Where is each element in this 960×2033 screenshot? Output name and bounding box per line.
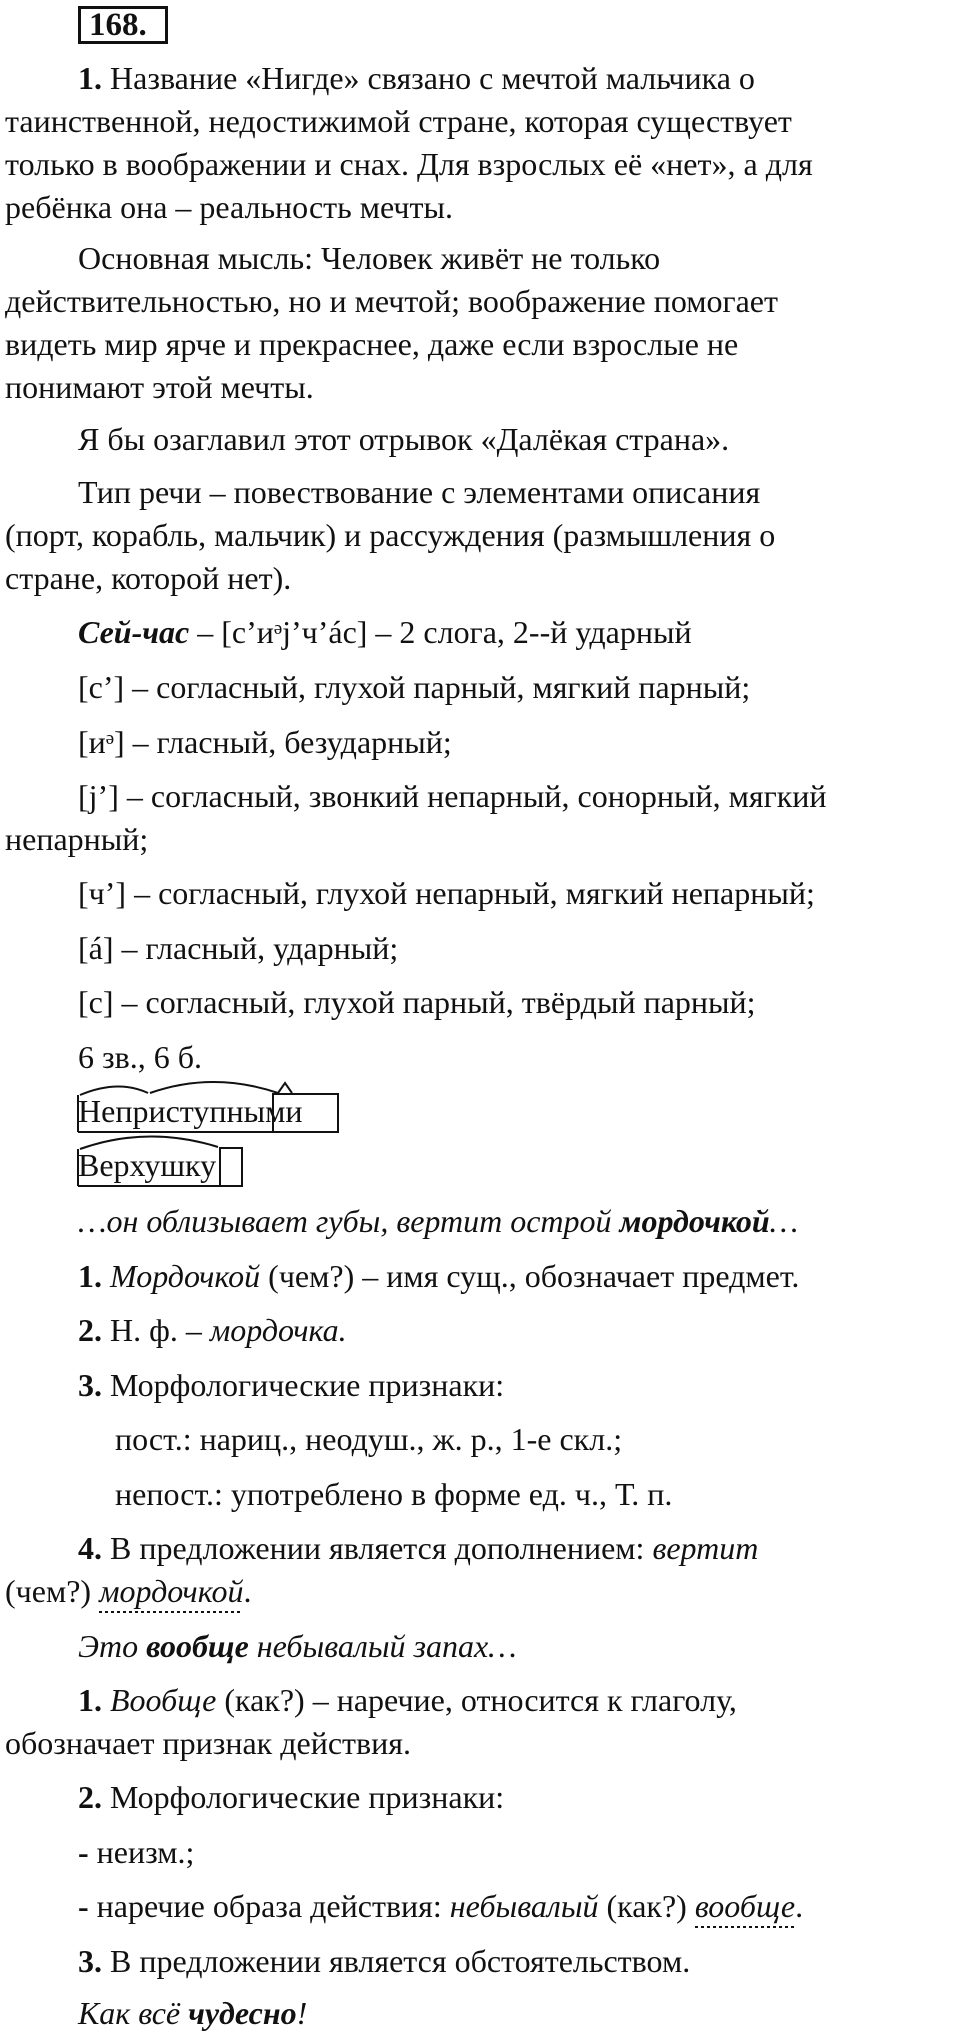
paragraph-1-line: ребёнка она – реальность мечты. <box>5 189 453 225</box>
adverb-analysis-1: 1. Вообще (как?) – наречие, относится к глаголу, <box>78 1682 737 1718</box>
title-suggestion: Я бы озаглавил этот отрывок «Далёкая страна». <box>78 421 730 457</box>
adverb-analysis-3: 3. В предложении является обстоятельством. <box>78 1943 691 1979</box>
phonetic-header: Сей-час – [с’иᵊj’ч’áс] – 2 слога, 2--й ударный <box>78 614 692 650</box>
noun-analysis-1: 1. Мордочкой (чем?) – имя сущ., обозначает предмет. <box>78 1258 800 1294</box>
paragraph-2-line: Основная мысль: Человек живёт не только <box>78 240 661 276</box>
noun-analysis-3: 3. Морфологические признаки: <box>78 1367 505 1403</box>
speech-type-line: стране, которой нет). <box>5 560 292 596</box>
phonetic-sound: [с’] – согласный, глухой парный, мягкий парный; <box>78 669 751 705</box>
phonetic-total: 6 зв., 6 б. <box>78 1039 203 1075</box>
noun-variable-features: непост.: употреблено в форме ед. ч., Т. п. <box>115 1476 673 1512</box>
paragraph-2-line: видеть мир ярче и прекраснее, даже если взрослые не <box>5 326 739 362</box>
noun-analysis-4-cont: (чем?) мордочкой. <box>5 1571 251 1611</box>
paragraph-2-line: действительностью, но и мечтой; воображение помогает <box>5 283 778 319</box>
phonetic-sound: [j’] – согласный, звонкий непарный, сонорный, мягкий <box>78 778 827 814</box>
adverb-analysis-1-cont: обозначает признак действия. <box>5 1725 411 1761</box>
adverb-feature: - неизм.; <box>78 1834 195 1870</box>
phonetic-sound: [á] – гласный, ударный; <box>78 930 399 966</box>
phonetic-sound: [иᵊ] – гласный, безударный; <box>78 724 452 760</box>
quote-2: Это вообще небывалый запах… <box>78 1628 517 1664</box>
quote-3: Как всё чудесно! <box>78 1995 308 2031</box>
morpheme-word-2: Верхушку <box>78 1145 216 1185</box>
noun-analysis-4: 4. В предложении является дополнением: вертит <box>78 1530 759 1566</box>
noun-constant-features: пост.: нариц., неодуш., ж. р., 1-е скл.; <box>115 1421 623 1457</box>
paragraph-1-line: 1. Название «Нигде» связано с мечтой мальчика о <box>78 60 755 96</box>
paragraph-2-line: понимают этой мечты. <box>5 369 314 405</box>
quote-1: …он облизывает губы, вертит острой мордочкой… <box>78 1203 799 1239</box>
phonetic-sound: [с] – согласный, глухой парный, твёрдый парный; <box>78 984 756 1020</box>
paragraph-1-line: таинственной, недостижимой стране, которая существует <box>5 103 792 139</box>
phonetic-sound: непарный; <box>5 821 149 857</box>
adverb-analysis-2: 2. Морфологические признаки: <box>78 1779 505 1815</box>
speech-type-line: (порт, корабль, мальчик) и рассуждения (размышления о <box>5 517 776 553</box>
adverb-feature: - наречие образа действия: небывалый (как?) вообще. <box>78 1886 803 1926</box>
noun-analysis-2: 2. Н. ф. – мордочка. <box>78 1312 347 1348</box>
exercise-number: 168. <box>78 6 168 44</box>
speech-type-line: Тип речи – повествование с элементами описания <box>78 474 761 510</box>
phonetic-sound: [ч’] – согласный, глухой непарный, мягкий непарный; <box>78 875 815 911</box>
morpheme-word-1: Неприступными <box>78 1091 302 1131</box>
paragraph-1-line: только в воображении и снах. Для взрослых её «нет», а для <box>5 146 813 182</box>
